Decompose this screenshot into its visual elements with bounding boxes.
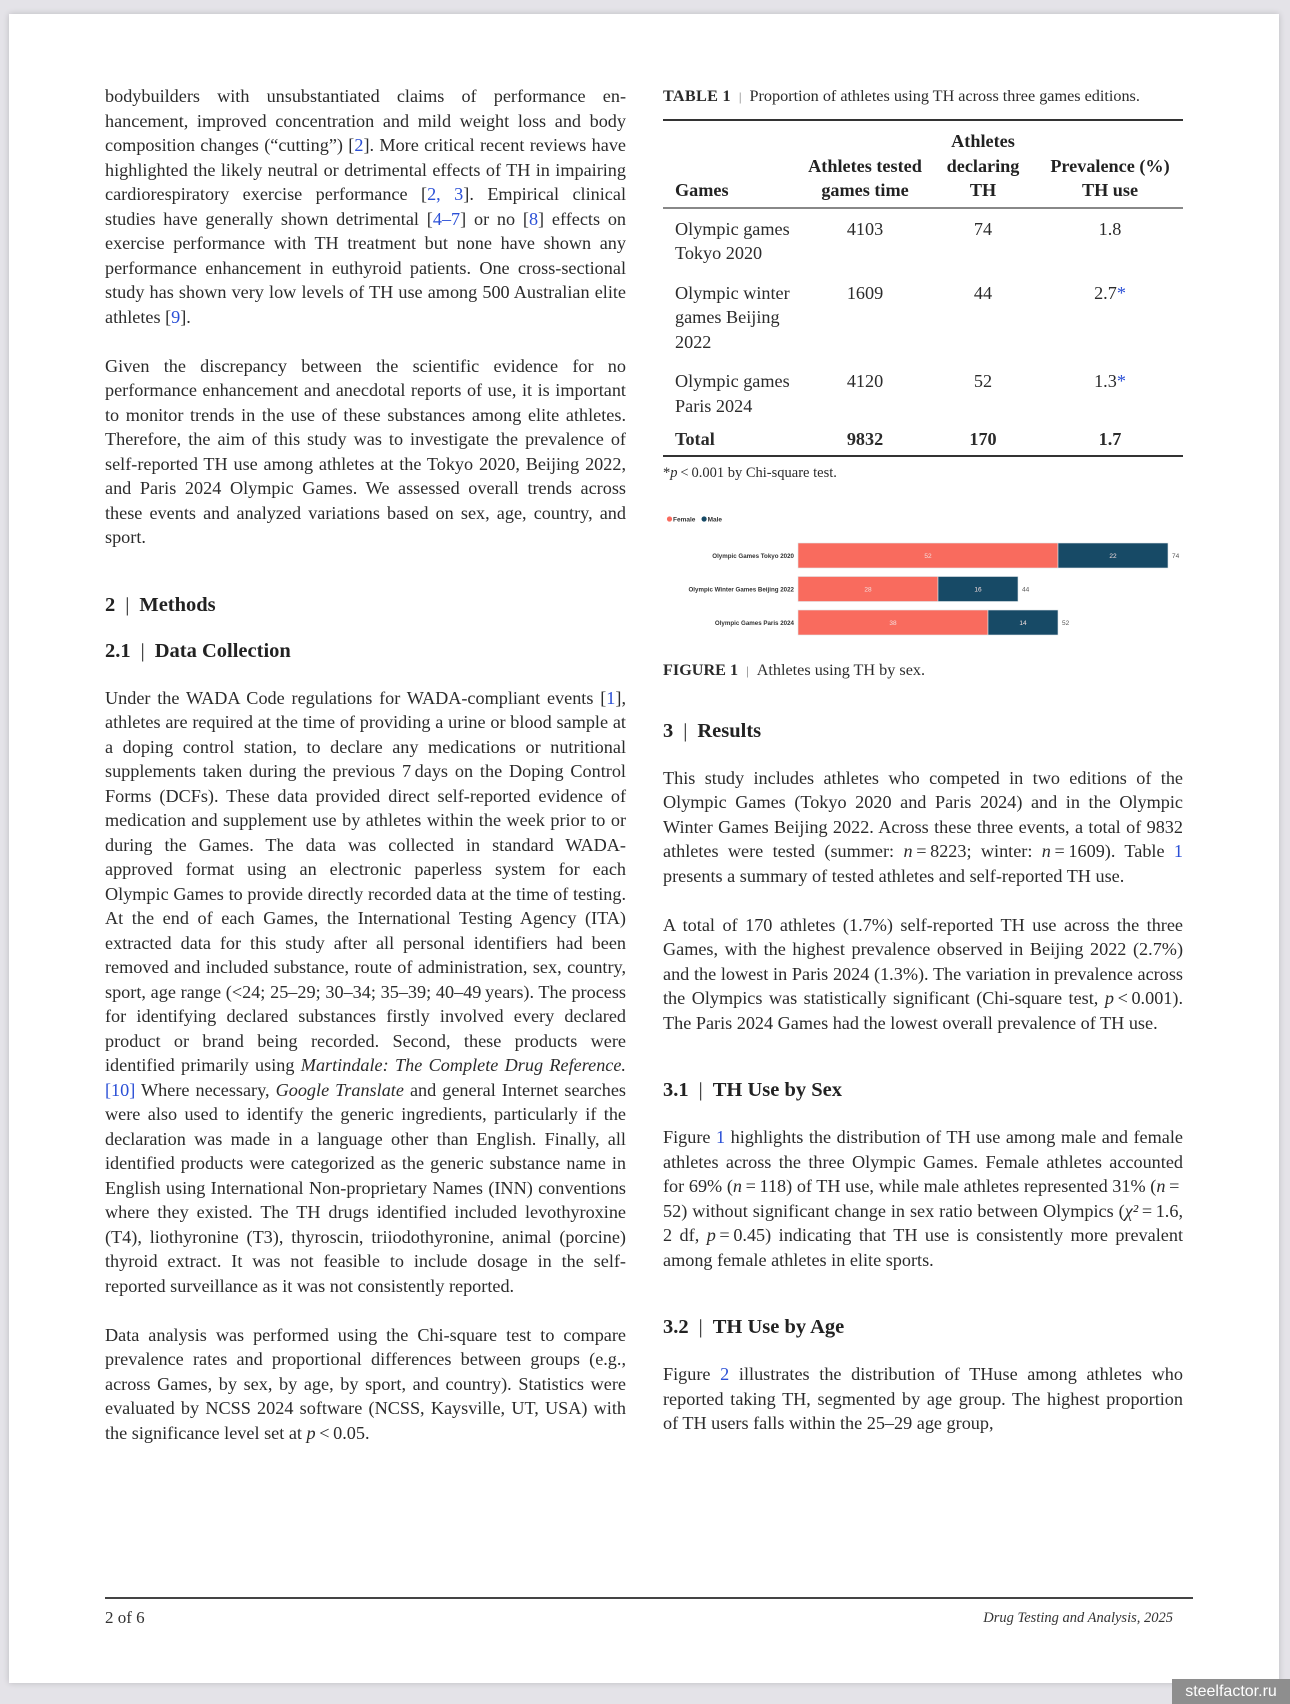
category-label: Olympic Games Tokyo 2020 <box>712 552 794 560</box>
legend-marker-male <box>702 516 707 521</box>
figure-caption: FIGURE 1 | Athletes using TH by sex. <box>663 660 926 679</box>
right-column <box>663 84 1183 1436</box>
cell-total-declaring: 170 <box>969 429 997 449</box>
subsection-heading-th-use-by-sex: 3.1 | TH Use by Sex <box>663 1079 843 1101</box>
table-total-row <box>663 425 1183 456</box>
citation-link[interactable]: [10] <box>105 1079 136 1100</box>
data-label-male: 14 <box>1019 619 1027 627</box>
category-label: Olympic Winter Games Beijing 2022 <box>688 586 794 593</box>
footer-divider <box>105 1597 1193 1599</box>
results-paragraph-1: This study includes athletes who competed in two editions of the Olympic Games (Tokyo 2020 and Paris 2024) and in the Olympic Winter Games Beijing 2022. Across these three events, a total of 9832 athletes were tested (summer: n = 8223; winter: n = 1609). Table 1 presents a summary of tested athletes and self-reported TH use. <box>663 767 1184 886</box>
intro-paragraph-1: bodybuilders with unsubstantiated claims of performance enhancement, improved concentration and mild weight loss and body composition changes (“cutting”) [2]. More critical recent reviews have highlighted the likely neutral or detrimental effects of TH in impairing cardiorespiratory exercise performance [2, 3]. Empirical clinical studies have generally shown detrimental [4–7] or no [8] effects on exercise performance with TH treatment but none have shown any performance enhancement in euthyroid patients. One cross-sectional study has shown very low levels of TH use among 500 Australian elite athletes [9]. <box>105 86 627 327</box>
total-label: 52 <box>1062 619 1070 627</box>
table-header-row <box>663 120 1183 208</box>
table-footnote: *p < 0.001 by Chi-square test. <box>663 464 837 481</box>
legend-marker-female <box>667 516 672 521</box>
cell-declaring: 74 <box>973 218 993 239</box>
column-header: Athletes tested games time <box>808 155 922 200</box>
figure-link[interactable]: 1 <box>716 1127 726 1147</box>
table-row <box>663 208 1183 273</box>
citation-link[interactable]: 4–7 <box>432 208 461 229</box>
reference-title: Martindale: The Complete Drug Reference. <box>300 1055 626 1075</box>
column-header: Games <box>675 180 729 200</box>
table-link[interactable]: 1 <box>1173 841 1184 861</box>
cell-total-label: Total <box>675 429 715 449</box>
data-label-male: 22 <box>1109 552 1117 560</box>
table-caption: TABLE 1 | Proportion of athletes using TH across three games editions. <box>663 87 1140 105</box>
data-label-female: 38 <box>889 619 897 627</box>
citation-link[interactable]: 9 <box>171 306 181 327</box>
methods-paragraph-2: Data analysis was performed using the Chi-square test to compare prevalence rates and proportional differences between groups (e.g., across Games, by sex, by age, by sport, and country). Statistics were evaluated by NCSS 2024 software (NCSS, Kaysville, UT, USA) with the significance level set at p < 0.05. <box>105 1324 626 1443</box>
table-label: TABLE 1 <box>663 87 731 105</box>
subsection-heading-th-use-by-age: 3.2 | TH Use by Age <box>663 1316 845 1338</box>
journal-citation: Drug Testing and Analysis, 2025 <box>983 1610 1173 1626</box>
column-header: Prevalence (%) TH use <box>1050 155 1170 200</box>
citation-link[interactable]: 2, 3 <box>427 184 464 204</box>
legend-label-male: Male <box>707 516 723 523</box>
results-paragraph-3: Figure 1 highlights the distribution of TH use among male and female athletes across the three Olympic Games. Female athletes accounted for 69% (n = 118) of TH use, while male athletes represented 31% (n = 52) without significant change in sex ratio between Olympics (χ² = 1.6, 2 df, p = 0.45) indicating that TH use is consistently more prevalent among female athletes in elite sports. <box>663 1127 1183 1270</box>
category-label: Olympic Games Paris 2024 <box>714 619 794 627</box>
results-paragraph-2: A total of 170 athletes (1.7%) self-reported TH use across the three Games, with the highest prevalence observed in Beijing 2022 (2.7%) and the lowest in Paris 2024 (1.3%). The variation in prevalence across the Olympics was statistically significant (Chi-square test, p < 0.001). The Paris 2024 Games had the lowest overall prevalence of TH use. <box>663 914 1183 1033</box>
data-label-female: 52 <box>924 552 932 560</box>
table-1 <box>663 119 1183 457</box>
section-heading-results: 3 | Results <box>663 719 762 742</box>
cell-games: Olympic games Paris 2024 <box>675 371 790 416</box>
cell-total-tested: 9832 <box>846 429 884 449</box>
citation-link[interactable]: 2 <box>354 135 364 155</box>
left-column <box>105 84 626 1445</box>
figure-link[interactable]: 2 <box>720 1364 730 1384</box>
subsection-heading-data-collection: 2.1 | Data Collection <box>105 639 291 662</box>
citation-link[interactable]: 8 <box>528 208 539 229</box>
total-label: 74 <box>1172 552 1180 560</box>
column-header: Athletes declaring TH <box>946 131 1020 200</box>
cell-games: Olympic games Tokyo 2020 <box>675 218 790 263</box>
citation-link[interactable]: 1 <box>606 687 616 708</box>
cell-games: Olympic winter games Beijing 2022 <box>675 282 790 352</box>
cell-tested: 4120 <box>846 371 884 391</box>
cell-tested: 4103 <box>846 218 884 239</box>
data-label-female: 28 <box>864 586 872 593</box>
cell-prevalence: 1.3* <box>1094 371 1126 391</box>
table-row <box>663 361 1183 425</box>
total-label: 44 <box>1022 586 1030 593</box>
cell-tested: 1609 <box>846 282 884 303</box>
intro-paragraph-2: Given the discrepancy between the scientific evidence for no performance enhancement and anecdotal reports of use, it is important to monitor trends in the use of these substances among elite athletes. Therefore, the aim of this study was to investigate the prevalence of self-reported TH use among athletes at the Tokyo 2020, Beijing 2022, and Paris 2024 Olympic Games. We assessed overall trends across these events and analyzed variations based on sex, age, country, and sport. <box>105 355 626 547</box>
stacked-bar-chart <box>663 511 1193 651</box>
figure-1-chart <box>663 511 1193 651</box>
legend-label-female: Female <box>673 516 696 523</box>
results-paragraph-4: Figure 2 illustrates the distribution of THuse among athletes who reported taking TH, segmented by age group. The highest proportion of TH users falls within the 25–29 age group, <box>663 1364 1183 1433</box>
figure-label: FIGURE 1 <box>663 660 739 679</box>
methods-paragraph-1: Under the WADA Code regulations for WADA-compliant events [1], athletes are required at the time of providing a urine or blood sample at a doping control station, to declare any medications or nutritional supplements taken during the previous 7 days on the Doping Control Forms (DCFs). These data provided direct self-reported evidence of medication and supplement use by athletes within the week prior to or during the Games. The data was collected in standard WADA-approved format using an electronic paperless system for each Olympic Games to provide directly recorded data at the time of testing. At the end of each Games, the International Testing Agency (ITA) extracted data for this study after all personal identifiers had been removed and included substance, route of administration, sex, country, sport, age range (<24; 25–29; 30–34; 35–39; 40–49 years). The process for identifying declared substances firstly involved every declared product or brand being recorded. Second, these products were identified primarily using Martindale: The Complete Drug Reference. [10] Where necessary, Google Translate and general Internet searches were also used to identify the generic ingredients, particularly if the declaration was made in a language other than English. Finally, all identified products were categorized as the generic substance name in English using International Non-proprietary Names (INN) conventions where they existed. The TH drugs identified included levothyroxine (T4), liothyronine (T3), thyroscin, triiodothyronine, animal (porcine) thyroid extract. It was not feasible to include dosage in the self-reported surveillance as it was not consistently reported. <box>105 687 626 1296</box>
significance-marker[interactable]: * <box>1116 282 1126 303</box>
cell-declaring: 52 <box>973 371 993 391</box>
watermark: steelfactor.ru <box>1172 1679 1290 1704</box>
data-label-male: 16 <box>974 586 982 593</box>
cell-total-prevalence: 1.7 <box>1098 429 1122 449</box>
cell-declaring: 44 <box>973 282 993 303</box>
significance-marker[interactable]: * <box>1116 371 1126 391</box>
tool-name: Google Translate <box>275 1079 404 1100</box>
document-page <box>9 14 1279 1683</box>
cell-prevalence: 1.8 <box>1098 218 1122 239</box>
page-number: 2 of 6 <box>105 1608 145 1627</box>
section-heading-methods: 2 | Methods <box>105 593 216 616</box>
table-row <box>663 273 1183 362</box>
cell-prevalence: 2.7* <box>1094 282 1126 303</box>
